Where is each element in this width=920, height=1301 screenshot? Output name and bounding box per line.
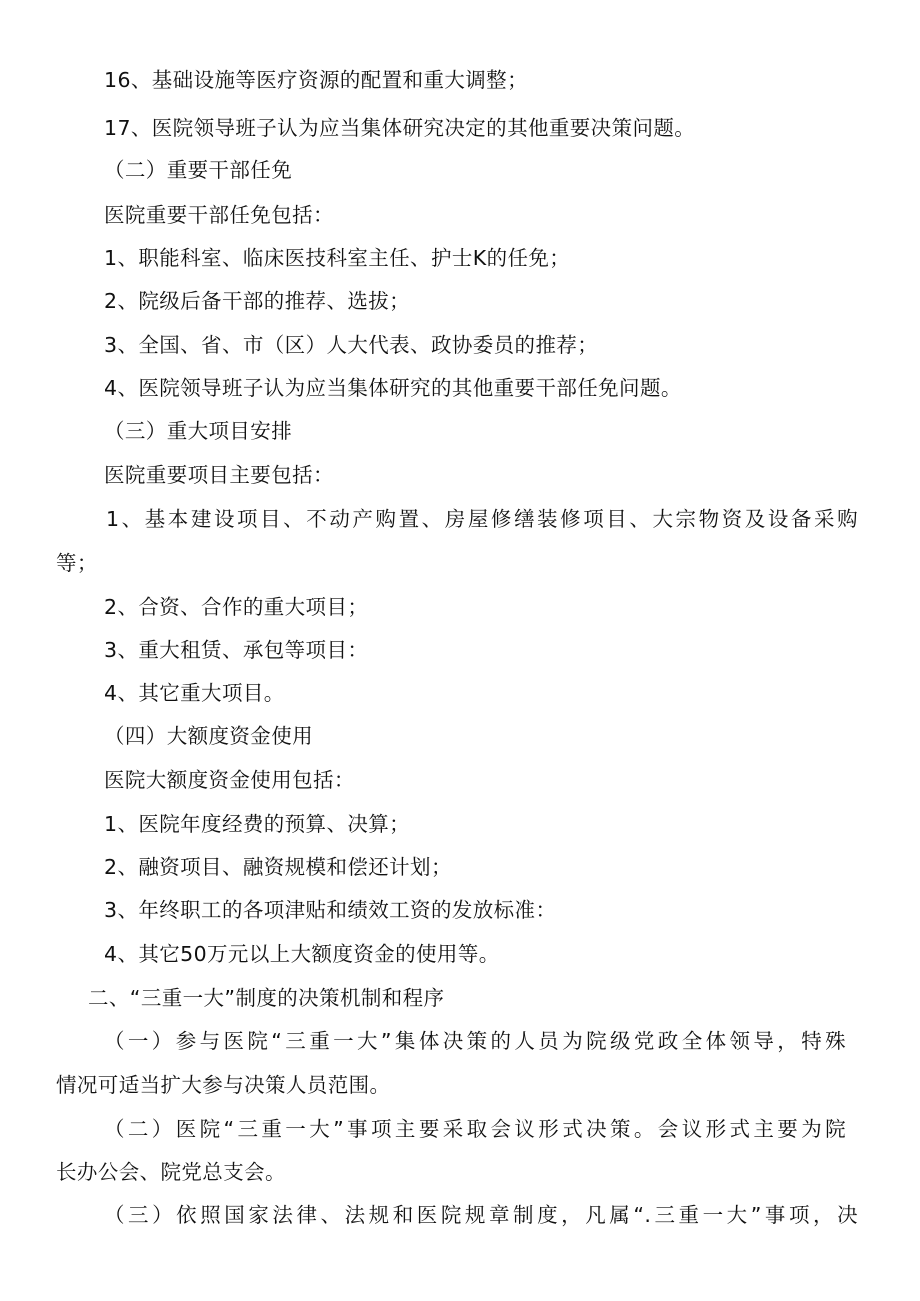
cadre-item-4: 4、医院领导班子认为应当集体研究的其他重要干部任免问题。 <box>104 376 682 400</box>
paragraph-cadre-intro: 医院重要干部任免包括： <box>104 203 334 227</box>
item-17: 17、医院领导班子认为应当集体研究决定的其他重要决策问题。 <box>104 116 696 140</box>
mechanism-item-2-continuation: 长办公会、院党总支会。 <box>56 1160 286 1184</box>
project-item-3: 3、重大租赁、承包等项目： <box>104 638 369 662</box>
mechanism-item-2: （二）医院“三重一大”事项主要采取会议形式决策。会议形式主要为院 <box>104 1117 846 1141</box>
section-heading-cadre-appointment: （二）重要干部任免 <box>104 158 293 182</box>
project-item-4: 4、其它重大项目。 <box>104 681 285 705</box>
funds-item-3: 3、年终职工的各项津贴和绩效工资的发放标准： <box>104 898 557 922</box>
mechanism-item-1-continuation: 情况可适当扩大参与决策人员范围。 <box>56 1073 391 1097</box>
funds-item-1: 1、医院年度经费的预算、决算； <box>104 812 411 836</box>
funds-item-4: 4、其它50万元以上大额度资金的使用等。 <box>104 942 500 966</box>
section-heading-large-funds: （四）大额度资金使用 <box>104 724 313 748</box>
paragraph-projects-intro: 医院重要项目主要包括： <box>104 463 334 487</box>
item-16: 16、基础设施等医疗资源的配置和重大调整； <box>104 68 528 92</box>
cadre-item-2: 2、院级后备干部的推荐、选拔； <box>104 289 411 313</box>
project-item-1: 1、基本建设项目、不动产购置、房屋修缮装修项目、大宗物资及设备采购 <box>106 507 858 531</box>
mechanism-item-1: （一）参与医院“三重一大”集体决策的人员为院级党政全体领导，特殊 <box>104 1029 846 1053</box>
cadre-item-1: 1、职能科室、临床医技科室主任、护士K的任免； <box>104 246 571 270</box>
paragraph-funds-intro: 医院大额度资金使用包括： <box>104 768 355 792</box>
cadre-item-3: 3、全国、省、市（区）人大代表、政协委员的推荐； <box>104 333 599 357</box>
project-item-1-continuation: 等； <box>56 551 98 575</box>
chapter-heading-decision-mechanism: 二、“三重一大”制度的决策机制和程序 <box>88 986 445 1010</box>
mechanism-item-3: （三）依照国家法律、法规和医院规章制度，凡属“.三重一大”事项，决 <box>104 1203 858 1227</box>
project-item-2: 2、合资、合作的重大项目； <box>104 595 369 619</box>
section-heading-major-projects: （三）重大项目安排 <box>104 419 293 443</box>
funds-item-2: 2、融资项目、融资规模和偿还计划； <box>104 855 452 879</box>
